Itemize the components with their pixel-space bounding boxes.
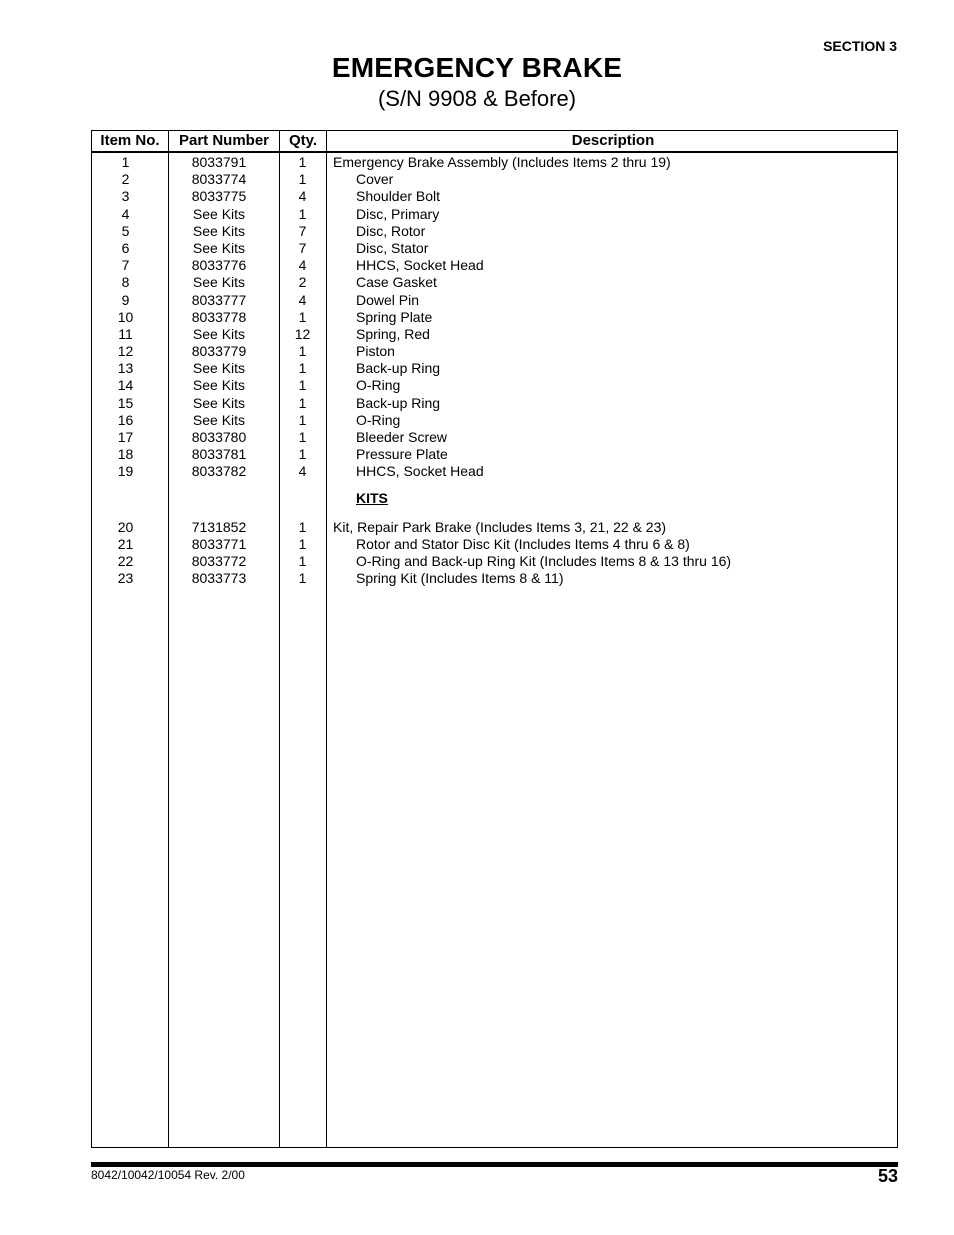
- kits-heading-row: [92, 481, 897, 519]
- footer-page-number: 53: [877, 1166, 898, 1186]
- table-row: [92, 326, 897, 343]
- header-divider: [92, 151, 897, 153]
- quantity-cell: 1: [298, 446, 307, 463]
- item-number-cell: 6: [121, 239, 130, 256]
- table-row: [92, 257, 897, 274]
- column-header-description: Description: [571, 132, 655, 149]
- part-number-cell: See Kits: [192, 394, 246, 411]
- page-subtitle: (S/N 9908 & Before): [377, 86, 577, 111]
- item-number-cell: 4: [121, 205, 130, 222]
- quantity-cell: 1: [298, 535, 307, 552]
- description-cell: O-Ring: [356, 377, 401, 394]
- quantity-cell: 4: [298, 291, 307, 308]
- table-row: [92, 309, 897, 326]
- item-number-cell: 12: [117, 343, 134, 360]
- table-row: [92, 377, 897, 394]
- table-row: [92, 171, 897, 188]
- part-number-cell: See Kits: [192, 274, 246, 291]
- part-number-cell: 7131852: [191, 518, 247, 535]
- item-number-cell: 21: [117, 535, 134, 552]
- table-row: [92, 206, 897, 223]
- item-number-cell: 23: [117, 570, 134, 587]
- table-row: [92, 360, 897, 377]
- column-header-qty: Qty.: [288, 132, 318, 149]
- table-row: [92, 154, 897, 171]
- quantity-cell: 1: [298, 154, 307, 170]
- description-cell: Emergency Brake Assembly (Includes Items 2 thru 19): [333, 154, 671, 170]
- item-number-cell: 5: [121, 222, 130, 239]
- part-number-cell: 8033778: [191, 308, 247, 325]
- description-cell: Rotor and Stator Disc Kit (Includes Items 4 thru 6 & 8): [356, 535, 690, 552]
- description-cell: Back-up Ring: [356, 394, 441, 411]
- quantity-cell: 1: [298, 552, 307, 569]
- part-number-cell: See Kits: [192, 239, 246, 256]
- description-cell: O-Ring: [356, 411, 401, 428]
- quantity-cell: 7: [298, 222, 307, 239]
- item-number-cell: 14: [117, 377, 134, 394]
- description-cell: Disc, Rotor: [356, 222, 426, 239]
- item-number-cell: 13: [117, 360, 134, 377]
- quantity-cell: 1: [298, 308, 307, 325]
- part-number-cell: 8033781: [191, 446, 247, 463]
- quantity-cell: 4: [298, 257, 307, 274]
- table-row: [92, 292, 897, 309]
- part-number-cell: 8033779: [191, 343, 247, 360]
- table-row: [92, 446, 897, 463]
- description-cell: HHCS, Socket Head: [356, 463, 484, 480]
- part-number-cell: See Kits: [192, 377, 246, 394]
- page-title: EMERGENCY BRAKE: [331, 52, 623, 83]
- quantity-cell: 1: [298, 429, 307, 445]
- quantity-cell: 2: [298, 274, 307, 291]
- part-number-cell: 8033774: [191, 171, 247, 188]
- description-cell: Dowel Pin: [356, 291, 420, 308]
- table-row: [92, 274, 897, 291]
- item-number-cell: 1: [121, 154, 130, 170]
- description-cell: Disc, Stator: [356, 239, 429, 256]
- table-row: [92, 343, 897, 360]
- table-row: [92, 463, 897, 480]
- item-number-cell: 22: [117, 552, 134, 569]
- item-number-cell: 11: [118, 325, 133, 342]
- table-row: [92, 519, 897, 536]
- quantity-cell: 1: [298, 205, 307, 222]
- quantity-cell: 12: [294, 325, 311, 342]
- footer-rule: [91, 1162, 898, 1167]
- item-number-cell: 15: [117, 394, 134, 411]
- description-cell: Spring Kit (Includes Items 8 & 11): [356, 570, 564, 587]
- column-header-part: Part Number: [178, 132, 270, 149]
- description-cell: Spring Plate: [356, 308, 433, 325]
- description-cell: Pressure Plate: [356, 446, 448, 463]
- quantity-cell: 1: [298, 411, 307, 428]
- item-number-cell: 17: [117, 429, 134, 445]
- part-number-cell: 8033775: [191, 188, 247, 205]
- table-body: [92, 154, 897, 587]
- item-number-cell: 8: [121, 274, 130, 291]
- item-number-cell: 2: [121, 171, 130, 188]
- quantity-cell: 1: [298, 518, 307, 535]
- part-number-cell: 8033773: [191, 570, 247, 587]
- table-row: [92, 240, 897, 257]
- description-cell: Back-up Ring: [356, 360, 441, 377]
- quantity-cell: 1: [298, 171, 307, 188]
- item-number-cell: 7: [121, 257, 130, 274]
- description-cell: Kit, Repair Park Brake (Includes Items 3, 21, 22 & 23): [333, 518, 667, 535]
- table-row: [92, 395, 897, 412]
- table-row: [92, 223, 897, 240]
- table-row: [92, 188, 897, 205]
- quantity-cell: 4: [298, 463, 307, 480]
- part-number-cell: See Kits: [192, 222, 246, 239]
- description-cell: HHCS, Socket Head: [356, 257, 484, 274]
- footer-doc-number: 8042/10042/10054 Rev. 2/00: [91, 1168, 245, 1182]
- kits-heading: KITS: [356, 489, 388, 506]
- item-number-cell: 19: [117, 463, 134, 480]
- description-cell: Case Gasket: [356, 274, 437, 291]
- part-number-cell: 8033776: [191, 257, 247, 274]
- part-number-cell: See Kits: [192, 325, 246, 342]
- quantity-cell: 7: [298, 239, 307, 256]
- part-number-cell: See Kits: [192, 411, 246, 428]
- description-cell: Piston: [356, 343, 395, 360]
- column-header-item: Item No.: [100, 132, 160, 149]
- quantity-cell: 4: [298, 188, 307, 205]
- quantity-cell: 1: [298, 360, 307, 377]
- description-cell: Shoulder Bolt: [356, 188, 441, 205]
- description-cell: Disc, Primary: [356, 205, 440, 222]
- quantity-cell: 1: [298, 394, 307, 411]
- part-number-cell: 8033772: [191, 552, 247, 569]
- description-cell: Bleeder Screw: [356, 429, 448, 445]
- item-number-cell: 10: [117, 308, 134, 325]
- description-cell: O-Ring and Back-up Ring Kit (Includes Items 8 & 13 thru 16): [356, 552, 732, 569]
- item-number-cell: 16: [117, 411, 134, 428]
- item-number-cell: 18: [117, 446, 134, 463]
- item-number-cell: 9: [121, 291, 130, 308]
- part-number-cell: 8033771: [191, 535, 247, 552]
- item-number-cell: 20: [117, 518, 134, 535]
- part-number-cell: See Kits: [192, 360, 246, 377]
- quantity-cell: 1: [298, 343, 307, 360]
- part-number-cell: 8033782: [191, 463, 247, 480]
- description-cell: Spring, Red: [356, 325, 430, 342]
- table-row: [92, 570, 897, 587]
- parts-table: [91, 130, 898, 1148]
- part-number-cell: 8033777: [191, 291, 247, 308]
- quantity-cell: 1: [298, 377, 307, 394]
- part-number-cell: 8033780: [191, 429, 247, 445]
- table-row: [92, 429, 897, 446]
- table-row: [92, 553, 897, 570]
- part-number-cell: See Kits: [192, 205, 246, 222]
- table-row: [92, 536, 897, 553]
- section-label: SECTION 3: [823, 38, 897, 54]
- description-cell: Cover: [356, 171, 394, 188]
- item-number-cell: 3: [121, 188, 130, 205]
- table-row: [92, 412, 897, 429]
- quantity-cell: 1: [298, 570, 307, 587]
- part-number-cell: 8033791: [191, 154, 247, 170]
